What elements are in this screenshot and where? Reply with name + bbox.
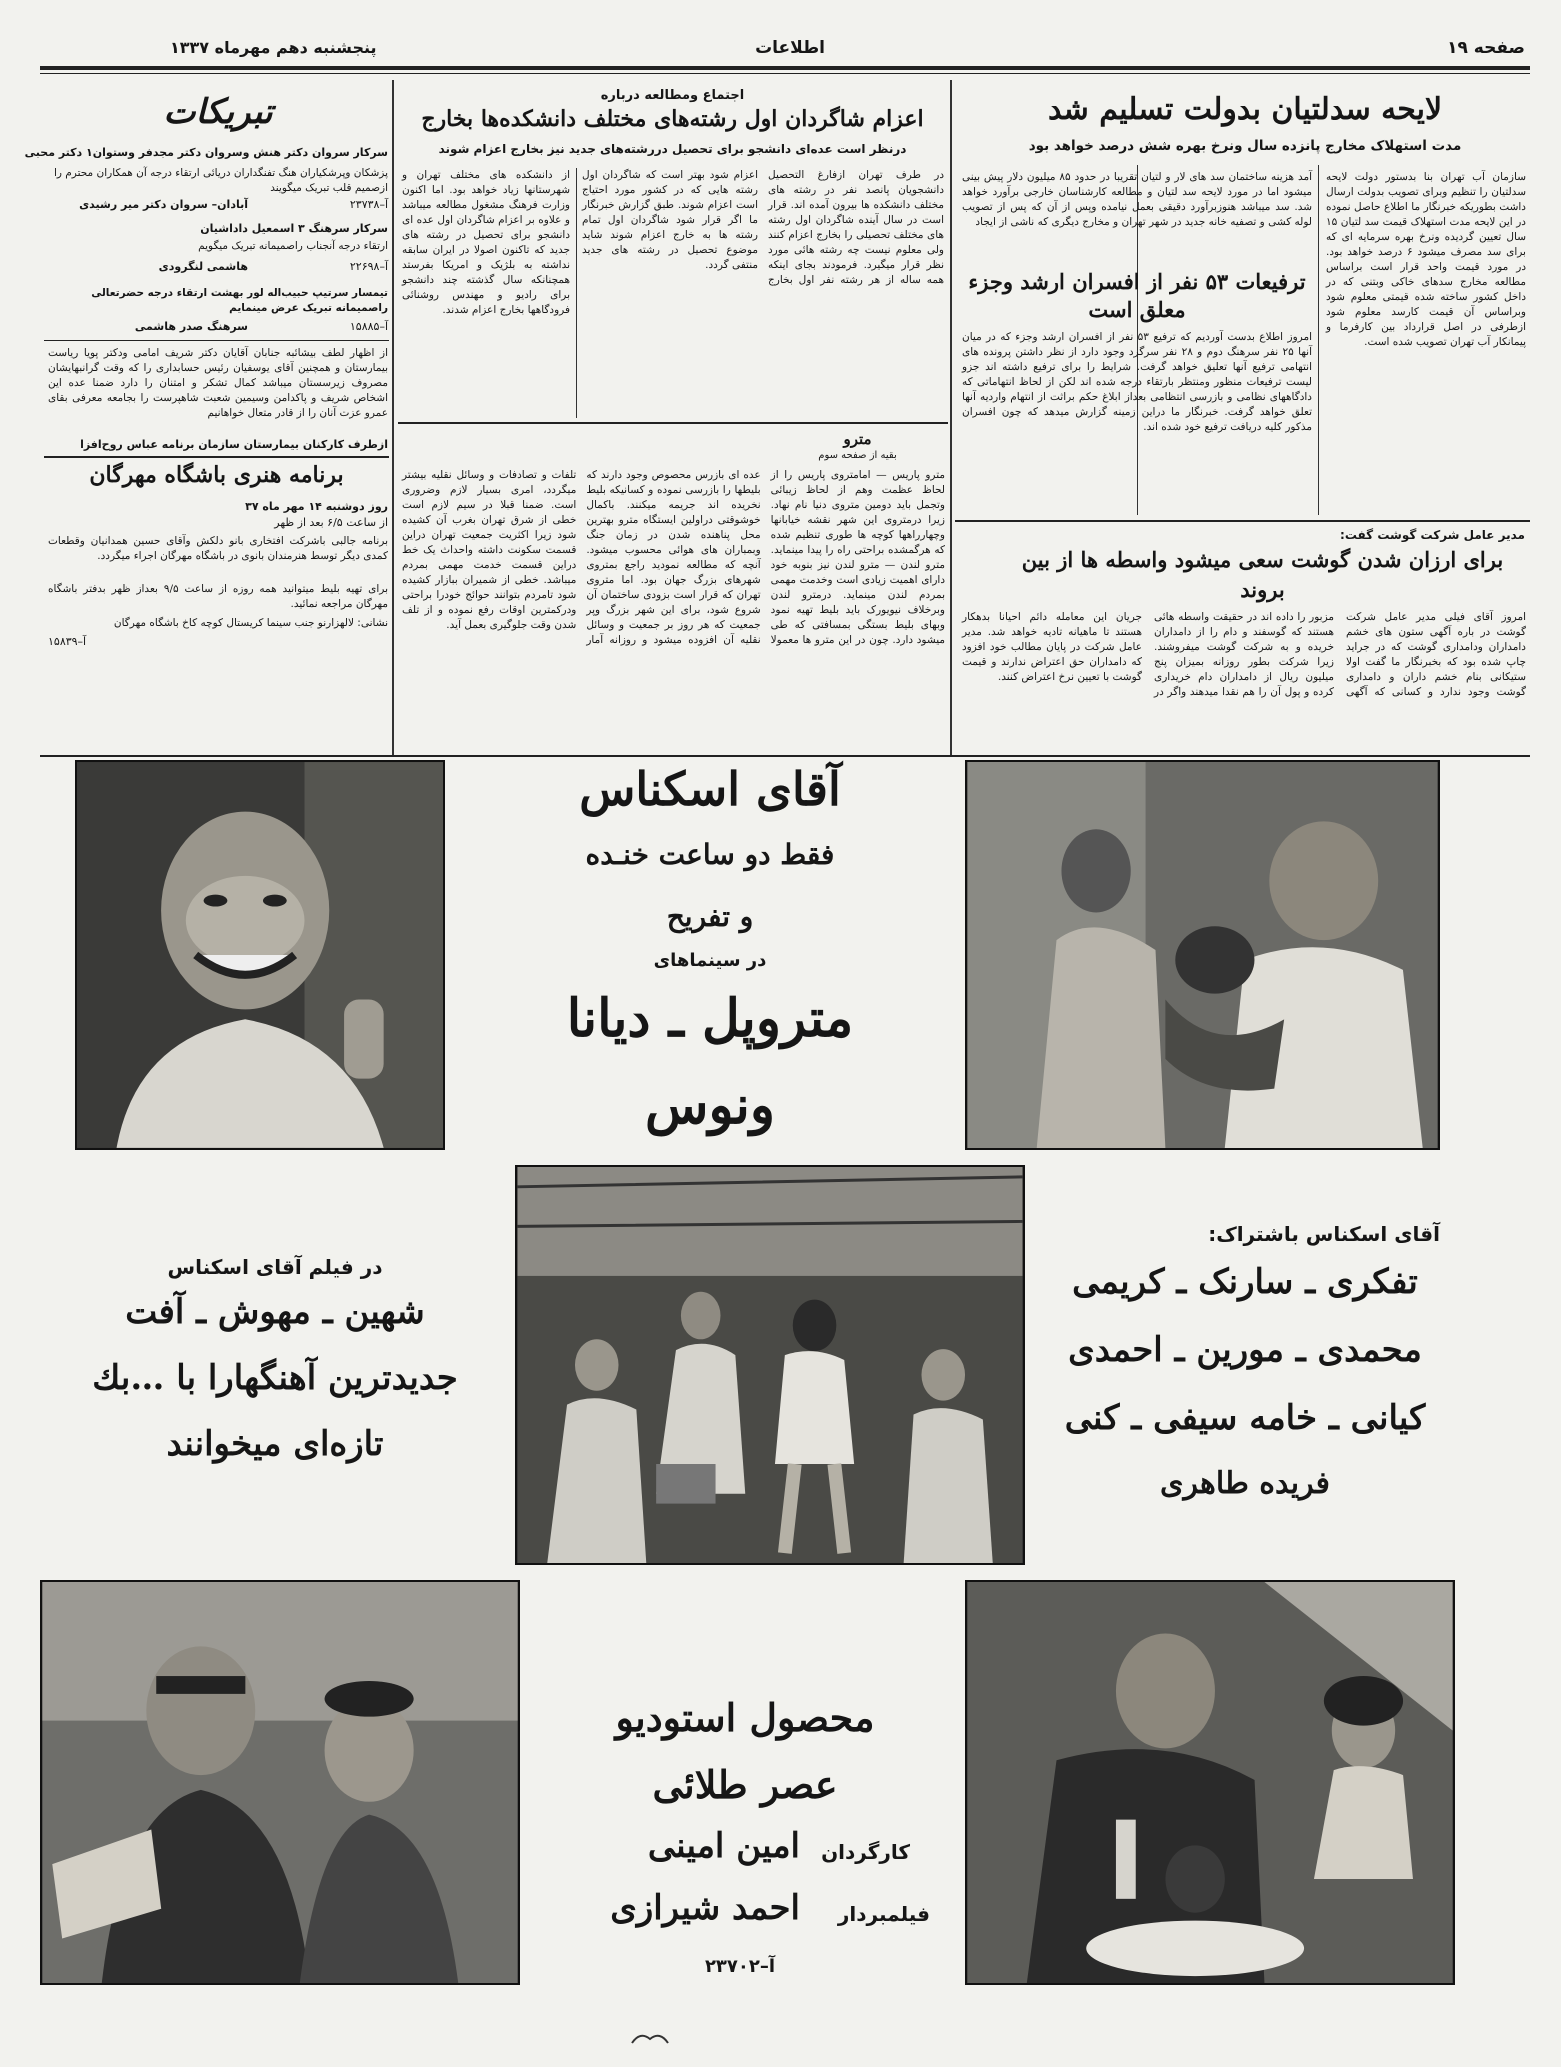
congrats-1-text: پزشکان وپرشکیاران هنگ تفنگداران دریائی ارتقاء درجه آن همکاران محترم را ازصمیم قلب تبریک میگویند	[53, 167, 388, 194]
headline-latyan-bill: لایحه سدلتیان بدولت تسلیم شد	[1047, 92, 1443, 127]
article-latyan-body-a: سازمان آب تهران بنا بدستور دولت لایحه سدلتیان را تنظیم وبرای تصویب بدولت ارسال داشت بطوریکه خبرنگار ما اطلاع حاصل نموده در این لایحه مدت استهلاک قیمت سد لتیان ۱۵ سال تعیین گردیده ونرخ بهره سرمایه ای که برای سد مصرف میشود ۶ درصد خواهد بود. در مورد قیمت واحد قرار است براساس مطالعه مخارج سدهای خاکی وبتنی که در داخل کشور ساخته شده قیمتی معلوم شود وبراساس آن قیمت کارسد معلوم شود ازطرفی در اصل قرارداد بین کارفرما و پیمانکار آب تهران تصویب شده است.	[1326, 171, 1526, 348]
subhead-metro: بقیه از صفحه سوم	[818, 450, 897, 461]
inner-divider	[1318, 165, 1319, 515]
ad-studio-line-2: عصر طلائی	[652, 1762, 838, 1807]
article-promotions-body: امروز اطلاع بدست آوردیم که ترفیع ۵۳ نفر از افسران ارشد وجزء که در میان آنها ۲۵ نفر سرهنگ دوم و ۲۸ نفر سرگرد وجود دارد از نظر داشتن پرونده های انتهامی ترفیع آنها تعلیق خواهد گرفت. شرایط را برای ترفیع داشته اند جزو لیست ترفیعات منظور ومنتظر بارتقاء درجه شده اند لکن از لحاظ انتهاماتی که دادگاههای نظامی و بازرسی انتظامی بعداز ابلاغ حکم براثت از انتهام واردیه آنها تعلق خواهد گرفت. خبرنگار ما دراین زمینه گزارش میدهد که چون افسران مذکور کلیه دریافت ترفیع خود شده اند.	[962, 331, 1313, 433]
headline-mehregan-program: برنامه هنری باشگاه مهرگان	[89, 462, 344, 488]
masthead-rule	[40, 66, 1530, 70]
ad-singers: شهین ـ مهوش ـ آفت	[125, 1292, 425, 1332]
column-divider	[950, 80, 952, 755]
section-rule	[40, 755, 1530, 757]
ad-cinema-names: متروپل ـ دیانا	[566, 988, 854, 1049]
ad-cast-line-1: تفکری ـ سارنک ـ کریمی	[1072, 1262, 1418, 1302]
ad-studio-line-1: محصول استودیو	[615, 1695, 875, 1740]
congrats-2-sign: هاشمی لنگرودی	[158, 260, 248, 273]
article-rule	[44, 456, 389, 458]
congrats-1-code: آ–۲۳۷۳۸	[349, 198, 388, 211]
thanks-notice: از اظهار لطف بیشائبه جنابان آقایان دکتر شریف امامی ودکتر پویا ریاست بیمارستان و همچنین آقای یوسفیان رئیس حسابداری را که وقت گرانبهایشان مصروف زیرسستان میباشد کمال تشکر و امتنان را دارد ضمنا عده این اشخاص شریف و پاکدامن وسیمین شعبت شاهپرست را بجامعه معرفی بقای عمرو عزت آنان را از قادر متعال خواهانیم	[48, 347, 388, 419]
program-date: روز دوشنبه ۱۴ مهر ماه ۳۷	[245, 500, 388, 513]
printer-mark-icon	[630, 2030, 670, 2044]
article-rule	[955, 520, 1530, 522]
article-meat-body: امروز آقای فیلی مدیر عامل شرکت گوشت در باره آگهی ستون های خشم دامداران ودامداری گوشت که در جراید چاپ شده بود که بخبرنگار ما گفت اولا ستیکانی بنام خشم داران و دامداری گوشت وجود ندارد و کسانی که آگهی مزبور را داده اند در حقیقت واسطه هائی هستند که گوسفند و دام را از دامداران خریده و به شرکت گوشت میفروشند. زیرا شرکت بطور روزانه بمیزان پنج میلیون ریال از دامداران دام خریداری کرده و پول آن را هم نقدا میدهند واگر در جریان این معامله دائم احیانا بدهکار هستند تا ماهیانه تادیه خواهد شد. مدیر عامل شرکت در پایان مطالب خود افزود که دامداران حق اعتراض ندارند و قیمت گوشت با تعیین نرخ اعتراض کنند.	[962, 611, 1526, 698]
photo-man-with-money	[40, 1580, 520, 1985]
congrats-1-sign: آبادان– سروان دکتر میر رشیدی	[79, 198, 248, 211]
ad-fun-line: و تفریح	[666, 900, 754, 933]
ad-dop-name: احمد شیرازی	[610, 1888, 800, 1928]
program-body: برنامه جالبی باشرکت افتخاری بانو دلکش وآقای حسین همدانیان وقطعات کمدی دیگر توسط هنرمندان بانوی در باشگاه مهرگان اجراء میگردد.	[48, 535, 388, 562]
article-students-body-a: در طرف تهران ازفارغ التحصیل دانشجویان پانصد نفر در رشته های مختلف دانشکده ها بیرون آمده اند. قرار است در سال آینده شاگردان اول رشته های مختلف تحصیلی را بخارج اعزام کنند ولی معلوم نیست چه رشته هائی مورد نظر قرار میگیرد. فرمودند بجای اینکه همه ساله از هر رشته نفر اول بخارج اعزام شود بهتر است که شاگردان اول رشته هایی که در کشور مورد احتیاج است اعزام شوند. طبق گزارش خبرنگار ما اگر قرار شود شاگردان اول تمام رشته ها به خارج اعزام شوند شاید موضوع تحصیل در رشته های جدید منتفی گردد.	[582, 169, 944, 286]
article-students-body-b: از دانشکده های مختلف تهران و شهرستانها زیاد خواهد بود. اما اکنون وزارت فرهنگ مشغول مطالعه میباشد و علاوه بر اعزام شاگردان اول عده ای دانشجو برای تحصیل در رشته های جدید که تاکنون اصولا در ایران سابقه نداشته به بلژیک و امریکا بفرستد همچنانکه سال گذشته چند دانشجو برای رادیو و مهندس روشنائی فرودگاهها بخارج اعزام شدند.	[402, 169, 570, 316]
ad-cinema-venus: ونوس	[645, 1075, 775, 1136]
inner-divider	[576, 168, 577, 418]
ad-songs-line-1: جدیدترین آهنگهارا با …بك	[92, 1358, 458, 1398]
photo-wrestling-scene	[965, 760, 1440, 1150]
congrats-2-text: ارتقاء درجه آنجناب راصمیمانه تبریک میگویم	[198, 240, 388, 252]
meat-kicker: مدیر عامل شرکت گوشت گفت:	[1340, 528, 1525, 542]
congrats-3-code: آ–۱۵۸۸۵	[349, 320, 388, 333]
ad-laughter-line: فقط دو ساعت خنـده	[585, 838, 835, 871]
article-latyan-body-b: آمد هزینه ساختمان سد های لار و لتیان تقریبا در حدود ۸۵ میلیون دلار پیش بینی میشود اما در مورد لایحه سد لتیان و مطالعه کارشناسان خارجی برآورد خواهد شد. سد میباشد هنوزبرآورد دقیقی بعمل نیامده وپس از آن که پس از تصویب لوله کشی و تصفیه خانه جدید در شهر تهران و مخارج دیگری که ناشی از ایجاد	[962, 171, 1312, 228]
photo-dancer-band	[515, 1165, 1025, 1565]
article-rule	[398, 422, 948, 424]
program-code: آ–۱۵۸۳۹	[48, 635, 87, 648]
congrats-1-name: سرکار سروان دکتر هنش وسروان دکتر مجدفر وستوان۱ دکتر محبی	[24, 146, 388, 159]
photo-man-laughing	[75, 760, 445, 1150]
masthead-rule-thin	[40, 73, 1530, 74]
headline-students-abroad: اعزام شاگردان اول رشته‌های مختلف دانشکده‌ها بخارج	[421, 106, 924, 132]
program-time: از ساعت ۶/۵ بعد از ظهر	[274, 516, 388, 529]
issue-date: پنجشنبه دهم مهرماه ۱۳۳۷	[170, 38, 377, 57]
ad-director-name: امین امینی	[647, 1826, 800, 1866]
ad-cast-kicker: آقای اسکناس باشتراک:	[1208, 1222, 1440, 1246]
ad-cast-line-4: فریده طاهری	[1159, 1466, 1331, 1501]
subhead-latyan-bill: مدت استهلاک مخارج پانزده سال ونرخ بهره شش درصد خواهد بود	[1028, 138, 1462, 154]
article-rule	[44, 340, 389, 341]
article-metro-body: مترو پاریس — امامتروی پاریس را از لحاظ عظمت وهم از لحاظ زیبائی وتجمل باید دومین متروی دنیا نام نهاد. زیرا درمتروی این شهر نقشه خیابانها وچهارراهها کوچه ها طوری تنظیم شده که هرگمشده براحتی راه را پیدا مینماید. مترو لندن — مترو لندن نیز بنوبه خود دارای اهمیت زیادی است وخدمت مهمی بمردم لندن مینماید. درمترو لندن وبرخلاف نیویورک باید بلیط تهیه نمود وبهای بلیط بستگی بمسافتی که طی میشود دارد. چون در این مترو ها معمولا عده ای بازرس محصوص وجود دارند که بلیطها را بازرسی نموده و کسانیکه بلیط نخریده اند جریمه میکنند. باکمال خوشوقتی دراولین ایستگاه مترو بهترین محل پناهنده شدن در زمان جنگ وبمباران های هوائی محسوب میشود. آنچه که مطالعه نمودید راجع بمتروی شهرهای بزرگ جهان بود. اما متروی تهران که قرار است بزودی ساختمان آن شروع شود، برای این شهر بزرگ وپر جمعیت که هر روز بر جمعیت و وسائل نقلیه آن افزوده میشود و روزانه آمار تلفات و تصادفات و وسائل نقلیه بیشتر میگردد، امری بسیار لازم وضروری است. ضمنا قبلا در سیم لازم است خطی از شرق تهران بغرب آن کشیده شود زیرا اکثریت جمعیت تهران دراین قسمت سکونت داشته واحداث یک خط دراین قسمت خدمت مهمی بمردم میباشد. خطی از شمیران ببازار کشیده شود تامردم بتوانند حوائج خودرا براحتی ودرکمترین اوقات رفع نموده و از تلف شدن وقت جلوگیری بعمل آید.	[402, 469, 945, 646]
ad-dop-label: فیلمبردار	[837, 1902, 930, 1926]
congrats-3-sign: سرهنگ صدر هاشمی	[134, 320, 248, 333]
ad-songs-line-2: تازه‌ای میخوانند	[166, 1424, 384, 1464]
ad-cinemas-kicker: در سینماهای	[653, 950, 767, 971]
headline-congratulations: تبریکات	[163, 92, 273, 132]
ad-title: آقای اسکناس	[579, 762, 841, 816]
congrats-3-name: تیمسار سرتیپ حبیب‌اله لور بهشت ارتقاء درجه حضرتعالی راصمیمانه تبریک عرض مینمایم	[91, 287, 388, 314]
ad-cast-line-2: محمدی ـ مورین ـ احمدی	[1068, 1330, 1422, 1370]
subhead-students-abroad: درنظر است عده‌ای دانشجو برای تحصیل دررشته‌های جدید نیز بخارج اعزام شوند	[438, 142, 907, 156]
newspaper-name: اطلاعات	[755, 38, 825, 58]
headline-meat-prices: برای ارزان شدن گوشت سعی میشود واسطه ها از بین بروند	[1021, 547, 1504, 602]
column-divider	[392, 80, 394, 755]
congrats-2-code: آ–۲۲۶۹۸	[349, 260, 388, 273]
students-kicker: اجتماع ومطالعه درباره	[600, 88, 745, 103]
ad-film-kicker: در فیلم آقای اسکناس	[167, 1255, 383, 1279]
thanks-signature: ازطرف کارکنان بیمارستان سازمان برنامه عباس روح‌افزا	[80, 438, 388, 451]
headline-metro: مترو	[843, 430, 872, 448]
congrats-2-name: سرکار سرهنگ ۳ اسمعیل داداشیان	[200, 222, 388, 235]
page-number: صفحه ۱۹	[1447, 38, 1525, 58]
headline-promotions: ترفیعات ۵۳ نفر از افسران ارشد وجزء معلق است	[968, 269, 1306, 322]
ad-code: آ–۲۳۷۰۲	[704, 1956, 776, 1977]
ad-director-label: کارگردان	[821, 1840, 910, 1864]
program-address: نشانی: لالهزارنو جنب سینما کریستال کوچه کاخ باشگاه مهرگان	[113, 617, 388, 629]
photo-dining-scene	[965, 1580, 1455, 1985]
program-tickets: برای تهیه بلیط میتوانید همه روزه از ساعت ۹/۵ بعداز ظهر بدفتر باشگاه مهرگان مراجعه نمائید.	[48, 583, 388, 610]
ad-cast-line-3: کیانی ـ خامه سیفی ـ کنی	[1064, 1398, 1426, 1438]
